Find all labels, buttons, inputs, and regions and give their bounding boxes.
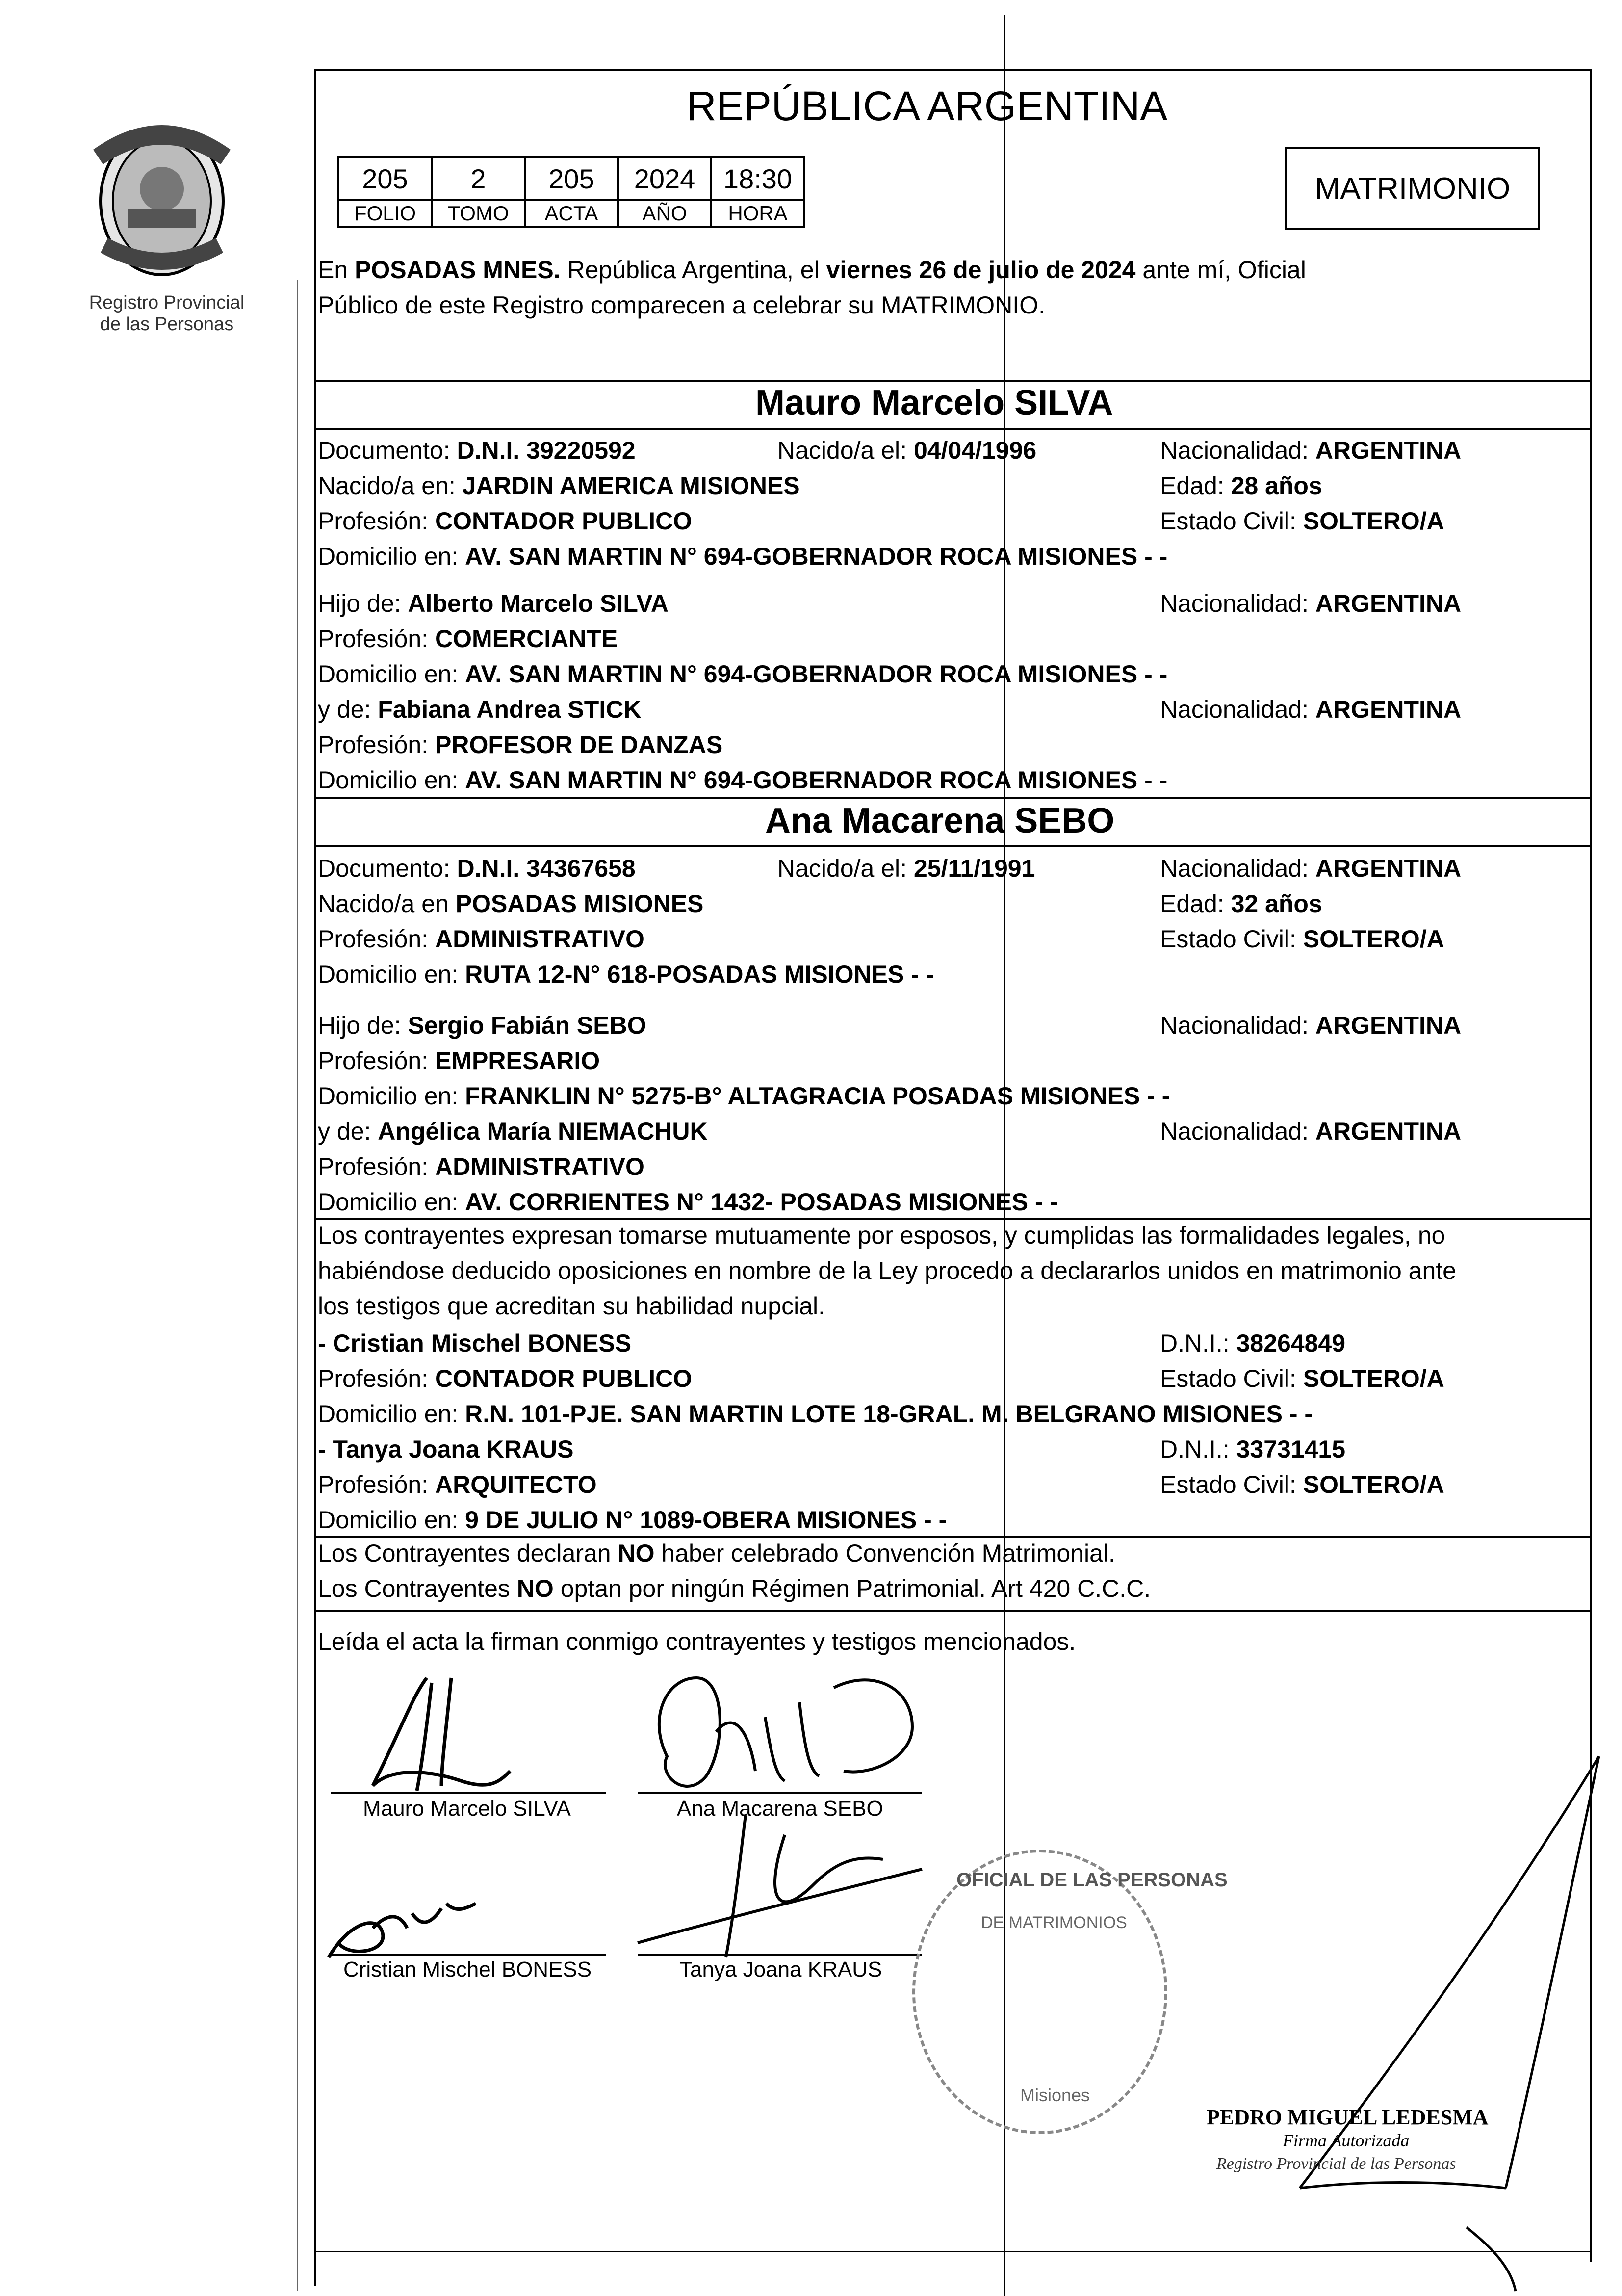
witness1-estado-civil [1160,1364,1444,1393]
field-text: SOLTERO/A [1303,1365,1444,1392]
field-text: Profesión: [318,925,436,953]
signature-spouse2-image [638,1658,942,1805]
spouse2-mother-nacionalidad [1160,1117,1461,1146]
intro-date: viernes 26 de julio de 2024 [826,256,1136,284]
spouse1-father-domicilio [318,659,1167,689]
declaration-line-3: los testigos que acreditan su habilidad nupcial. [318,1292,825,1320]
field-text: AV. SAN MARTIN N° 694-GOBERNADOR ROCA MISIONES - - [465,660,1168,688]
witness2-domicilio [318,1505,947,1535]
folio-value: 205 [338,157,432,200]
anio-value: 2024 [618,157,711,200]
signature-witness2-name: Tanya Joana KRAUS [679,1957,882,1982]
spouse2-father-domicilio [318,1081,1170,1111]
hora-value: 18:30 [711,157,804,200]
field-text: Estado Civil: [1160,925,1303,953]
field-text: Fabiana Andrea STICK [378,696,642,723]
field-text: Hijo de: [318,1012,408,1039]
spouse1-profesion [318,506,692,536]
divider [314,1218,1592,1220]
frame-bottom-border [314,2251,1592,2252]
witness2-name [318,1435,573,1464]
field-text: NO [516,1575,554,1602]
spouse2-nacido-el [777,854,1035,883]
witness2-profesion [318,1470,597,1499]
tomo-value: 2 [432,157,525,200]
spouse1-mother-domicilio [318,765,1167,795]
field-text: 28 años [1231,472,1322,499]
spouse2-profesion [318,924,644,954]
field-text: - [318,1435,333,1463]
round-seal-outer-text: OFICIAL DE LAS PERSONAS [956,1869,1228,1891]
field-text: D.N.I.: [1160,1435,1236,1463]
regime-line-1 [318,1539,1115,1568]
field-text: Domicilio en: [318,1506,465,1534]
field-text: Nacido/a el: [777,855,914,882]
signature-witness2-line [638,1954,922,1956]
anio-label: AÑO [618,200,711,227]
field-text: En [318,256,355,284]
field-text: Profesión: [318,625,436,652]
signature-spouse1-line [331,1792,606,1794]
field-text: Nacido/a en [318,890,456,917]
divider [314,1536,1592,1538]
field-text: Edad: [1160,890,1231,917]
field-text: AV. CORRIENTES N° 1432- POSADAS MISIONES - - [465,1188,1058,1216]
reference-table [337,156,805,228]
round-seal-bottom-text: Misiones [1020,2085,1090,2105]
field-text: FRANKLIN N° 5275-B° ALTAGRACIA POSADAS MISIONES - - [465,1082,1170,1110]
spouse1-edad [1160,471,1322,500]
field-text: ARGENTINA [1315,590,1462,617]
field-text: Sergio Fabián SEBO [408,1012,646,1039]
field-text: ADMINISTRATIVO [435,925,644,953]
field-text: - [318,1330,333,1357]
field-text: República Argentina, el [560,256,826,284]
field-text: Documento: [318,855,457,882]
witness2-dni [1160,1435,1345,1464]
field-text: 38264849 [1236,1330,1346,1357]
spouse2-documento [318,854,636,883]
field-text: D.N.I.: [1160,1330,1236,1357]
field-text: Angélica María NIEMACHUK [378,1118,708,1145]
field-text: Nacionalidad: [1160,855,1315,882]
folio-label: FOLIO [338,200,432,227]
registry-logo-label [64,292,270,335]
signature-witness1-line [331,1954,606,1956]
round-seal-inner-text: DE MATRIMONIOS [981,1913,1127,1932]
witness1-name [318,1329,631,1358]
field-text: 04/04/1996 [913,437,1037,464]
field-text: Profesión: [318,1365,436,1392]
signature-spouse1-name: Mauro Marcelo SILVA [363,1797,571,1821]
field-text: D.N.I. 34367658 [457,855,636,882]
field-text: POSADAS MISIONES [455,890,704,917]
field-text: 25/11/1991 [913,855,1035,882]
field-text: Los Contrayentes declaran [318,1539,618,1567]
document-type: MATRIMONIO [1314,171,1511,206]
frame-left-border [314,69,316,2286]
spouse1-nacionalidad [1160,436,1461,465]
field-text: Domicilio en: [318,1188,465,1216]
field-text: 32 años [1231,890,1322,917]
declaration-line-2: habiéndose deducido oposiciones en nombre de la Ley procedo a declararlos unidos en matrimonio ante [318,1257,1456,1284]
field-text: Nacionalidad: [1160,1118,1315,1145]
registry-logo [74,105,250,282]
field-text: Domicilio en: [318,766,465,794]
official-stamp-org: Registro Provincial de las Personas [1216,2155,1456,2173]
field-text: ante mí, Oficial [1135,256,1306,284]
spouse1-father-nacionalidad [1160,589,1461,618]
spouse2-name: Ana Macarena SEBO [765,801,1115,840]
field-text: Nacionalidad: [1160,590,1315,617]
spouse1-father-profesion [318,624,618,653]
field-text: JARDIN AMERICA MISIONES [462,472,800,499]
spouse2-edad [1160,889,1322,918]
spouse1-mother-profesion [318,730,722,759]
field-text: CONTADOR PUBLICO [435,1365,693,1392]
spouse1-name: Mauro Marcelo SILVA [755,383,1113,422]
field-text: ARGENTINA [1315,855,1462,882]
field-text: D.N.I. 39220592 [457,437,636,464]
signature-witness1-name: Cristian Mischel BONESS [343,1957,592,1982]
field-text: haber celebrado Convención Matrimonial. [654,1539,1115,1567]
field-text: Alberto Marcelo SILVA [408,590,669,617]
field-text: COMERCIANTE [435,625,618,652]
registry-logo-label-line2: de las Personas [100,314,234,335]
spouse2-nacionalidad [1160,854,1461,883]
field-text: Los Contrayentes [318,1575,517,1602]
field-text: Profesión: [318,1047,436,1074]
field-text: RUTA 12-N° 618-POSADAS MISIONES - - [465,961,934,988]
spouse1-nacido-el [777,436,1036,465]
field-text: Nacido/a el: [777,437,914,464]
field-text: Domicilio en: [318,660,465,688]
witness1-profesion [318,1364,692,1393]
field-text: Nacionalidad: [1160,696,1315,723]
field-text: Estado Civil: [1160,507,1303,535]
official-stamp-role: Firma Autorizada [1283,2131,1410,2150]
field-text: Profesión: [318,507,436,535]
spouse2-domicilio [318,960,934,989]
spouse2-father-nacionalidad [1160,1011,1461,1040]
witness1-domicilio [318,1399,1313,1429]
registry-logo-label-line1: Registro Provincial [89,292,245,313]
signature-spouse2-name: Ana Macarena SEBO [677,1797,883,1821]
intro-line-2: Público de este Registro comparecen a celebrar su MATRIMONIO. [318,291,1045,319]
acta-label: ACTA [525,200,618,227]
field-text: PROFESOR DE DANZAS [435,731,723,758]
field-text: AV. SAN MARTIN N° 694-GOBERNADOR ROCA MISIONES - - [465,766,1168,794]
spouse1-estado-civil [1160,506,1444,536]
field-text: Tanya Joana KRAUS [333,1435,574,1463]
spouse2-estado-civil [1160,924,1444,954]
field-text: Profesión: [318,1153,436,1180]
field-text: Nacido/a en: [318,472,463,499]
field-text: ARGENTINA [1315,1012,1462,1039]
field-text: 33731415 [1236,1435,1346,1463]
spouse1-mother-nacionalidad [1160,695,1461,724]
acta-value: 205 [525,157,618,200]
field-text: Estado Civil: [1160,1365,1303,1392]
witness2-estado-civil [1160,1470,1444,1499]
field-text: Domicilio en: [318,543,465,570]
field-text: Edad: [1160,472,1231,499]
divider [314,1610,1592,1612]
intro-place: POSADAS MNES. [355,256,561,284]
frame-top-border [314,69,1592,71]
spouse1-father-name [318,589,669,618]
field-text: y de: [318,696,378,723]
field-text: CONTADOR PUBLICO [435,507,693,535]
field-text: Estado Civil: [1160,1471,1303,1498]
signature-spouse2-line [638,1792,922,1794]
declaration-line-1: Los contrayentes expresan tomarse mutuamente por esposos, y cumplidas las formalidades legales, no [318,1222,1445,1249]
divider [314,380,1592,382]
signature-spouse1-image [343,1668,598,1805]
field-text: ARGENTINA [1315,696,1462,723]
intro-line-1 [318,255,1306,285]
field-text: Profesión: [318,731,436,758]
spouse1-documento [318,436,636,465]
spouse2-father-name [318,1011,646,1040]
field-text: Domicilio en: [318,1082,465,1110]
field-text: Domicilio en: [318,961,465,988]
field-text: AV. SAN MARTIN N° 694-GOBERNADOR ROCA MISIONES - - [465,543,1168,570]
regime-line-2 [318,1574,1151,1603]
country-title: REPÚBLICA ARGENTINA [687,83,1168,129]
field-text: NO [618,1539,655,1567]
official-stamp-name: PEDRO MIGUEL LEDESMA [1207,2105,1489,2129]
official-signature-image [1187,1747,1619,2296]
field-text: y de: [318,1118,378,1145]
hora-label: HORA [711,200,804,227]
spouse1-nacido-en [318,471,800,500]
field-text: ADMINISTRATIVO [435,1153,644,1180]
field-text: Cristian Mischel BONESS [333,1330,632,1357]
witness1-dni [1160,1329,1345,1358]
spouse2-nacido-en [318,889,703,918]
document-type-box [1285,147,1540,230]
field-text: SOLTERO/A [1303,507,1444,535]
divider [314,428,1592,430]
spouse2-mother-name [318,1117,708,1146]
closing-text: Leída el acta la firman conmigo contrayentes y testigos mencionados. [318,1628,1076,1655]
field-text: Nacionalidad: [1160,437,1315,464]
field-text: 9 DE JULIO N° 1089-OBERA MISIONES - - [465,1506,947,1534]
field-text: ARGENTINA [1315,1118,1462,1145]
field-text: ARQUITECTO [435,1471,597,1498]
field-text: ARGENTINA [1315,437,1462,464]
divider [314,797,1592,799]
spouse2-mother-domicilio [318,1187,1058,1217]
field-text: SOLTERO/A [1303,1471,1444,1498]
divider [314,845,1592,847]
spouse2-mother-profesion [318,1152,644,1181]
field-text: optan por ningún Régimen Patrimonial. Art 420 C.C.C. [553,1575,1151,1602]
field-text: Nacionalidad: [1160,1012,1315,1039]
field-text: Profesión: [318,1471,436,1498]
field-text: Hijo de: [318,590,408,617]
field-text: Domicilio en: [318,1400,465,1428]
spouse1-mother-name [318,695,641,724]
spouse2-father-profesion [318,1046,600,1075]
field-text: EMPRESARIO [435,1047,600,1074]
margin-line [297,280,298,2291]
field-text: R.N. 101-PJE. SAN MARTIN LOTE 18-GRAL. M. BELGRANO MISIONES - - [465,1400,1313,1428]
tomo-label: TOMO [432,200,525,227]
field-text: Documento: [318,437,457,464]
field-text: SOLTERO/A [1303,925,1444,953]
spouse1-domicilio [318,542,1167,571]
